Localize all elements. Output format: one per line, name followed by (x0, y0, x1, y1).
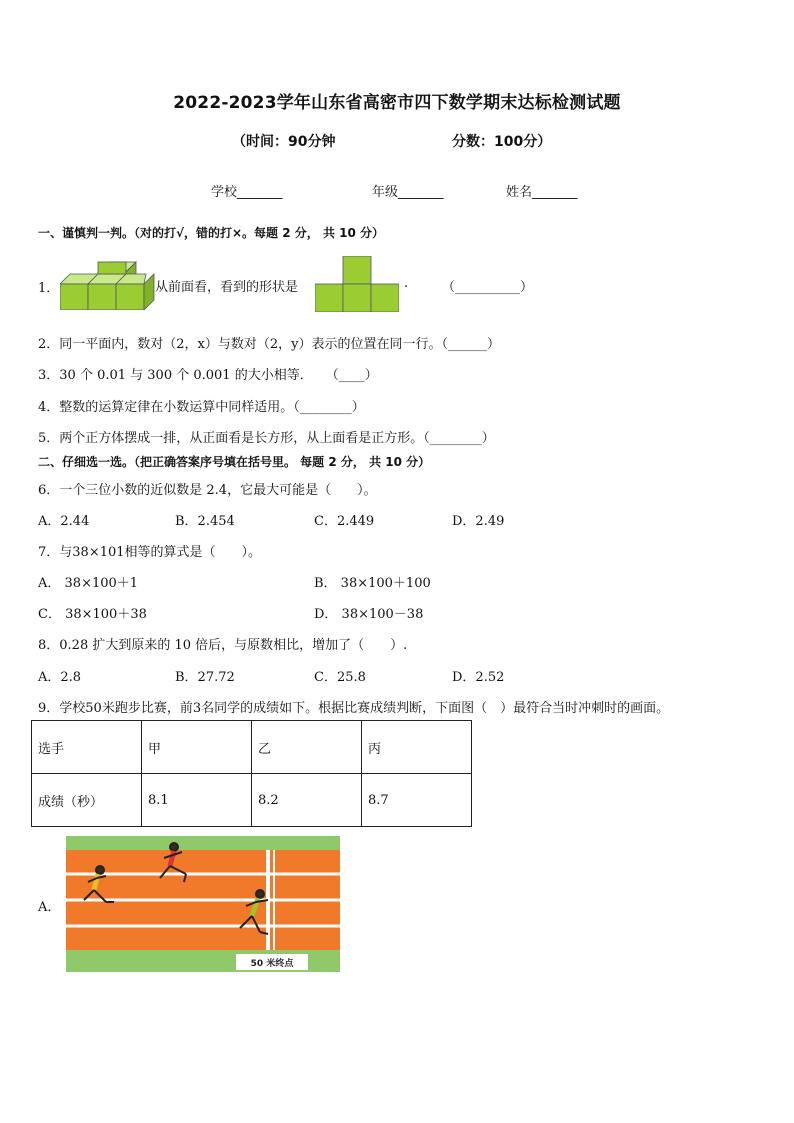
table-cell: 选手 (32, 721, 142, 774)
q1-answer-blank[interactable]: （__________） (442, 280, 534, 295)
table-cell: 丙 (362, 721, 472, 774)
q9-text: 9．学校50米跑步比赛，前3名同学的成绩如下。根据比赛成绩判断，下面图（ ）最符合当时冲刺时的画面。 (38, 701, 670, 716)
q6-option-c[interactable]: C．2.449 (314, 514, 375, 529)
page-title: 2022-2023学年山东省高密市四下数学期末达标检测试题 (173, 93, 621, 113)
q8-option-d[interactable]: D．2.52 (452, 670, 505, 685)
q1-number: 1． (38, 281, 60, 296)
q7-option-b[interactable]: B． 38×100＋100 (314, 576, 431, 591)
table-header-row (32, 721, 472, 774)
finish-line-label: 50 米终点 (250, 959, 294, 969)
exam-score: 分数：100分） (452, 134, 552, 150)
results-table (31, 720, 472, 827)
exam-time: （时间：90分钟 (232, 134, 336, 150)
q1-text: 从前面看，看到的形状是 (155, 280, 299, 295)
table-cell: 甲 (142, 721, 252, 774)
table-row (32, 774, 472, 827)
q6-option-d[interactable]: D．2.49 (452, 514, 505, 529)
q7-option-d[interactable]: D． 38×100－38 (314, 607, 424, 622)
table-cell: 8.1 (142, 774, 252, 827)
table-cell: 8.2 (252, 774, 362, 827)
name-field[interactable]: 姓名_______ (506, 185, 578, 200)
table-cell: 成绩（秒） (32, 774, 142, 827)
q3-text: 3．30 个 0.01 与 300 个 0.001 的大小相等． （____） (38, 368, 378, 383)
q9-option-a-label[interactable]: A． (38, 900, 61, 915)
q8-text: 8．0.28 扩大到原来的 10 倍后，与原数相比，增加了（ ）. (38, 638, 408, 653)
running-track-image (64, 836, 342, 972)
table-cell: 乙 (252, 721, 362, 774)
q5-text: 5．两个正方体摆成一排，从正面看是长方形，从上面看是正方形。（________） (38, 431, 495, 446)
q4-text: 4．整数的运算定律在小数运算中同样适用。（________） (38, 400, 365, 415)
q7-text: 7．与38×101相等的算式是（ ）。 (38, 545, 262, 560)
q7-option-c[interactable]: C． 38×100＋38 (38, 607, 147, 622)
q7-option-a[interactable]: A． 38×100＋1 (38, 576, 139, 591)
q6-option-b[interactable]: B．2.454 (175, 514, 235, 529)
section1-heading: 一、谨慎判一判。（对的打√，错的打×。每题 2 分， 共 10 分） (38, 226, 384, 240)
q8-option-a[interactable]: A．2.8 (38, 670, 82, 685)
q8-option-c[interactable]: C．25.8 (314, 670, 366, 685)
table-cell: 8.7 (362, 774, 472, 827)
q8-option-b[interactable]: B．27.72 (175, 670, 235, 685)
cube-3d-figure (60, 258, 156, 310)
front-view-figure (315, 256, 399, 312)
school-field[interactable]: 学校_______ (211, 185, 283, 200)
q2-text: 2．同一平面内，数对（2，x）与数对（2，y）表示的位置在同一行。（______） (38, 337, 500, 352)
section2-heading: 二、仔细选一选。（把正确答案序号填在括号里。 每题 2 分， 共 10 分） (38, 455, 431, 469)
grade-field[interactable]: 年级_______ (372, 185, 444, 200)
q1-dot: . (404, 276, 409, 291)
q6-option-a[interactable]: A．2.44 (38, 514, 90, 529)
q6-text: 6．一个三位小数的近似数是 2.4，它最大可能是（ ）。 (38, 483, 377, 498)
